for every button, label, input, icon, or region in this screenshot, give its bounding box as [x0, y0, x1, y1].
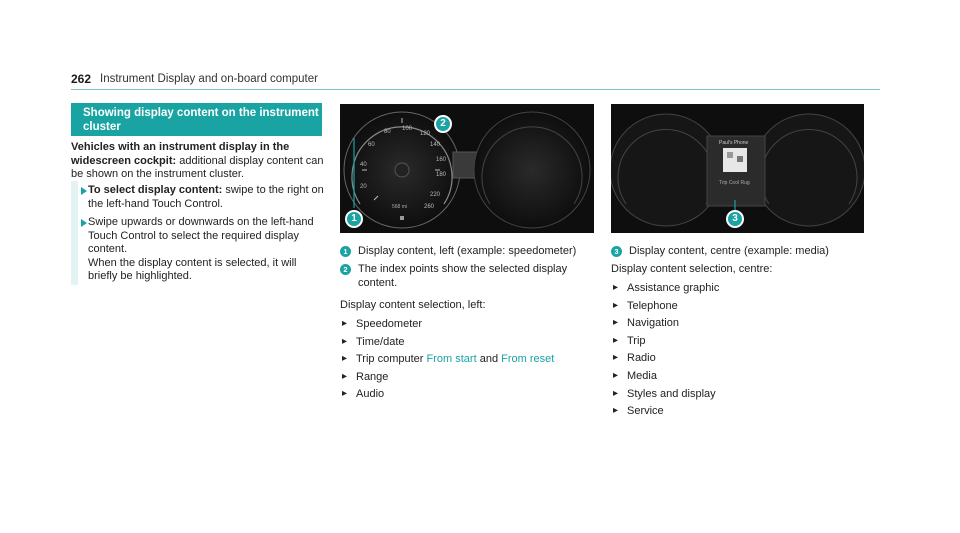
list-item: ▸ Assistance graphic	[613, 282, 863, 300]
svg-text:140: 140	[430, 142, 441, 148]
list-item: ▸ Service	[613, 405, 863, 423]
svg-text:80: 80	[384, 129, 391, 135]
step-2-text: Swipe upwards or downwards on the left-hand Touch Control to select the required display content.	[88, 216, 314, 255]
svg-text:568 mi: 568 mi	[392, 204, 408, 210]
svg-text:100: 100	[402, 126, 413, 132]
link-from-reset[interactable]: From reset	[501, 353, 555, 366]
list-item: ▸ Trip computer From start and From reset	[342, 353, 602, 371]
selection-list-centre	[613, 282, 863, 423]
caption-marker-1: 1	[340, 246, 351, 257]
cluster-image-speedometer	[340, 104, 594, 233]
svg-text:Trip Cool Rug: Trip Cool Rug	[719, 180, 750, 186]
page-header	[71, 70, 880, 90]
list-item: ▸ Speedometer	[342, 318, 602, 336]
vehicles-label: Vehicles with an instrument display in the widescreen cockpit:	[71, 141, 290, 167]
list-item: ▸ Audio	[342, 388, 602, 406]
callout-1: 1	[345, 210, 363, 228]
caption-2: The index points show the selected display content.	[358, 263, 568, 289]
link-from-start[interactable]: From start	[426, 353, 477, 366]
svg-text:Paul's Phone: Paul's Phone	[719, 140, 749, 146]
callout-3: 3	[726, 210, 744, 228]
svg-text:20: 20	[360, 184, 367, 190]
svg-text:220: 220	[430, 192, 441, 198]
svg-text:260: 260	[424, 204, 435, 210]
section-heading: Showing display content on the instrument cluster	[71, 103, 322, 136]
list-item: ▸ Radio	[613, 352, 863, 370]
list-item: ▸ Styles and display	[613, 388, 863, 406]
list-item: ▸ Trip	[613, 335, 863, 353]
list-item: ▸ Telephone	[613, 300, 863, 318]
step-arrow-icon	[81, 187, 87, 195]
selection-heading-left: Display content selection, left:	[340, 299, 486, 311]
cluster-image-media	[611, 104, 864, 233]
caption-marker-2: 2	[340, 264, 351, 275]
svg-text:120: 120	[420, 131, 431, 137]
caption-marker-3: 3	[611, 246, 622, 257]
step-1	[88, 184, 328, 211]
page-number: 262	[71, 72, 92, 86]
svg-text:180: 180	[436, 172, 447, 178]
step-1-text: swipe to the right on the left-hand Touch Control.	[88, 184, 324, 210]
step-2	[88, 216, 328, 284]
list-item: ▸ Navigation	[613, 317, 863, 335]
selection-heading-centre: Display content selection, centre:	[611, 263, 773, 275]
list-item: ▸ Time/date	[342, 336, 602, 354]
svg-text:40: 40	[360, 162, 367, 168]
vehicles-paragraph	[71, 141, 326, 182]
step-2-note: When the display content is selected, it will briefly be highlighted.	[88, 256, 297, 282]
caption-3: Display content, centre (example: media)	[629, 245, 829, 257]
caption-1: Display content, left (example: speedometer)	[358, 245, 577, 257]
speedometer-graphic	[340, 104, 594, 233]
list-item: ▸ Media	[613, 370, 863, 388]
vehicles-text: additional display content can be shown on the instrument cluster.	[71, 154, 324, 180]
svg-text:60: 60	[368, 142, 375, 148]
step-arrow-icon	[81, 219, 87, 227]
list-item: ▸ Range	[342, 371, 602, 389]
page-title: Instrument Display and on-board computer	[100, 73, 318, 85]
step-1-label: To select display content:	[88, 184, 223, 196]
svg-text:160: 160	[436, 157, 447, 163]
selection-list-left	[342, 318, 602, 406]
callout-2: 2	[434, 115, 452, 133]
instruction-bar	[71, 181, 78, 285]
